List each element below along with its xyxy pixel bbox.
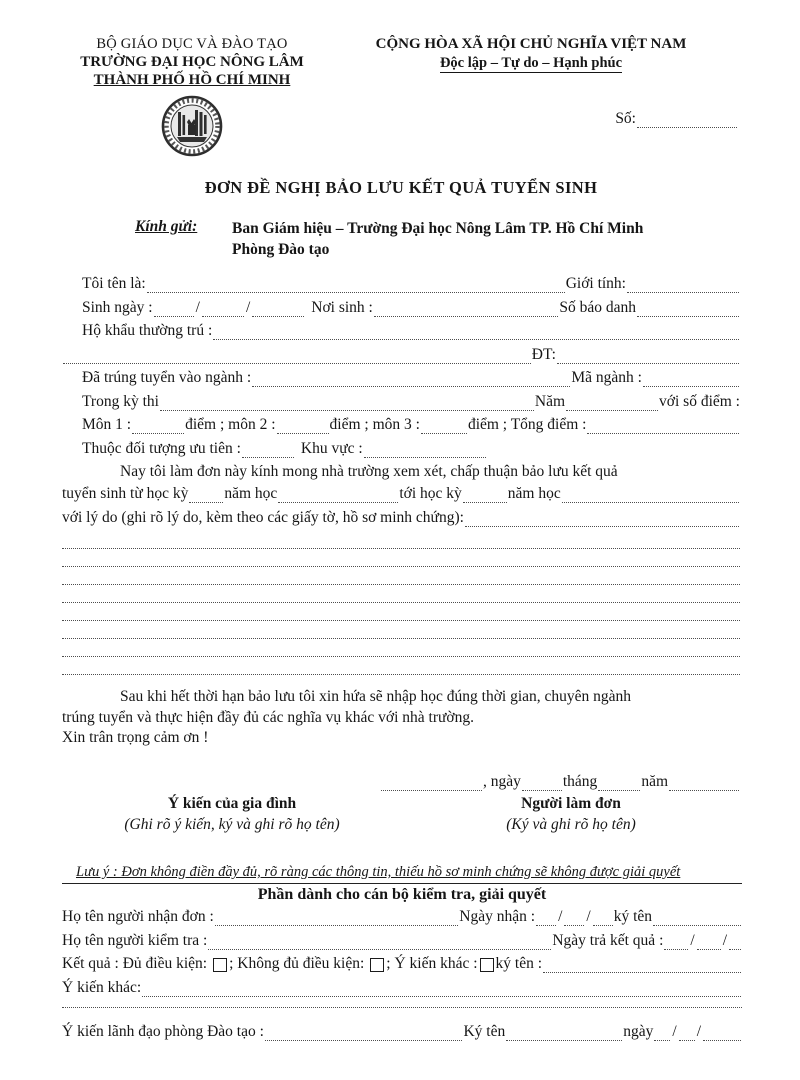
family-signature-block — [62, 793, 402, 835]
phone-field — [557, 351, 739, 364]
leader-date-label: ngày — [623, 1022, 654, 1040]
major-field — [252, 374, 570, 387]
pob-label: Nơi sinh : — [311, 298, 373, 316]
reason-row — [62, 508, 740, 527]
applicant-signature-block — [402, 793, 740, 835]
slash: / — [722, 931, 727, 949]
document-number-field — [637, 115, 737, 128]
receiver-label: Họ tên người nhận đơn : — [62, 908, 214, 925]
pob-field — [374, 304, 559, 317]
return-year-field — [729, 937, 741, 950]
exam-field — [160, 398, 534, 411]
request-section — [62, 462, 740, 675]
major-code-label: Mã ngành : — [571, 369, 642, 386]
other-opinion-checkbox — [480, 958, 494, 972]
phone-row — [62, 345, 740, 364]
signature-section — [62, 793, 740, 835]
reason-label: với lý do (ghi rõ lý do, kèm theo các giấy tờ, hồ sơ minh chứng): — [62, 508, 464, 526]
semester-from-field — [189, 490, 223, 503]
subject3-label: điểm ; môn 3 : — [329, 416, 420, 433]
request-text-1: Nay tôi làm đơn này kính mong nhà trường xem xét, chấp thuận bảo lưu kết quả — [120, 463, 618, 480]
return-date-label: Ngày trả kết quả : — [552, 931, 664, 949]
address-field — [213, 327, 739, 340]
semester-to-label: tới học kỳ — [399, 485, 462, 502]
promise-line-1: Sau khi hết thời hạn bảo lưu tôi xin hứa sẽ nhập học đúng thời gian, chuyên ngành — [120, 688, 632, 705]
candidate-no-label: Số báo danh — [559, 298, 636, 316]
reason-field — [465, 514, 739, 527]
receive-month-field — [564, 913, 584, 926]
semester-to-field — [463, 490, 507, 503]
family-signature-note: (Ghi rõ ý kiến, ký và ghi rõ họ tên) — [124, 815, 340, 833]
other-opinion-label: Ý kiến khác: — [62, 978, 142, 996]
phone-label: ĐT: — [531, 345, 556, 363]
leader-year-field — [703, 1028, 741, 1041]
day-label: , ngày — [482, 772, 521, 790]
not-eligible-checkbox — [370, 958, 384, 972]
receive-day-field — [536, 913, 556, 926]
admin-section-title: Phần dành cho cán bộ kiểm tra, giải quyết — [257, 886, 547, 903]
priority-field — [242, 445, 294, 458]
region-field — [364, 445, 486, 458]
schoolyear1-field — [278, 490, 398, 503]
ministry-name: BỘ GIÁO DỤC VÀ ĐÀO TẠO — [96, 36, 288, 52]
slash: / — [195, 298, 200, 316]
address-label: Hộ khẩu thường trú : — [82, 322, 213, 339]
receiver-sign-label: ký tên — [613, 908, 652, 925]
admin-section — [62, 864, 742, 1045]
schoolyear2-label: năm học — [507, 485, 561, 502]
applicant-signature-note: (Ký và ghi rõ họ tên) — [506, 815, 636, 833]
subject2-score-field — [277, 421, 329, 434]
gender-label: Giới tính: — [565, 275, 626, 292]
major-code-field — [643, 374, 739, 387]
dob-month-field — [202, 304, 244, 317]
leader-row — [62, 1022, 742, 1041]
return-day-field — [664, 937, 688, 950]
receive-date-label: Ngày nhận : — [459, 908, 536, 925]
day-field — [522, 778, 562, 791]
recipient-names — [232, 218, 643, 260]
checker-label: Họ tên người kiểm tra : — [62, 931, 208, 949]
birth-row — [82, 298, 740, 317]
leader-sign-field — [506, 1028, 622, 1041]
month-field — [598, 778, 640, 791]
result-sign-field — [543, 960, 741, 973]
return-month-field — [697, 937, 721, 950]
eligible-checkbox — [213, 958, 227, 972]
blank-line — [62, 531, 740, 549]
university-name: TRƯỜNG ĐẠI HỌC NÔNG LÂM — [80, 54, 304, 70]
major-label: Đã trúng tuyển vào ngành : — [82, 369, 252, 386]
blank-line — [62, 549, 740, 567]
result-row — [62, 954, 742, 973]
total-score-label: điểm ; Tổng điểm : — [467, 416, 587, 433]
slash: / — [690, 931, 695, 949]
receiver-sign-field — [653, 913, 741, 926]
leader-day-field — [654, 1028, 670, 1041]
applicant-signature-title: Người làm đơn — [521, 794, 621, 812]
personal-info-section — [82, 274, 740, 458]
receiver-row — [62, 907, 742, 926]
result-other-label: ; Ý kiến khác : — [386, 955, 478, 972]
major-row — [82, 368, 740, 387]
other-opinion-blank-line — [62, 1006, 742, 1008]
recipient-line-2: Phòng Đào tạo — [232, 241, 330, 258]
address-field-2 — [63, 351, 531, 364]
other-opinion-field — [142, 984, 741, 997]
blank-line — [62, 603, 740, 621]
result-sign-label: ký tên : — [495, 955, 543, 972]
address-row — [82, 321, 740, 340]
thanks-line: Xin trân trọng cảm ơn ! — [62, 729, 209, 746]
checker-name-field — [208, 937, 551, 950]
recipient-block — [135, 218, 740, 260]
total-score-field — [587, 421, 739, 434]
blank-line — [62, 621, 740, 639]
exam-year-field — [566, 398, 658, 411]
checker-row — [62, 931, 742, 950]
leader-month-field — [679, 1028, 695, 1041]
semester-from-label: tuyển sinh từ học kỳ — [62, 485, 189, 502]
month-label: tháng — [562, 772, 598, 790]
priority-label: Thuộc đối tượng ưu tiên : — [82, 439, 241, 457]
slash: / — [586, 908, 591, 925]
leader-sign-label: Ký tên — [463, 1022, 506, 1040]
promise-section — [62, 687, 740, 749]
document-number-label: Số: — [615, 110, 636, 127]
blank-line — [62, 567, 740, 585]
blank-line — [62, 639, 740, 657]
warning-line — [62, 864, 742, 884]
blank-line — [62, 585, 740, 603]
dob-year-field — [252, 304, 304, 317]
candidate-no-field — [637, 304, 739, 317]
receiver-name-field — [215, 913, 459, 926]
document-title: ĐƠN ĐỀ NGHỊ BẢO LƯU KẾT QUẢ TUYỂN SINH — [204, 178, 598, 197]
university-seal-icon — [161, 95, 223, 157]
reason-blank-lines — [62, 531, 740, 675]
exam-year-label: Năm — [534, 392, 566, 410]
schoolyear1-label: năm học — [224, 485, 278, 502]
region-label: Khu vực : — [300, 439, 363, 457]
slash: / — [558, 908, 563, 925]
dob-label: Sinh ngày : — [82, 298, 153, 316]
year-field — [669, 778, 739, 791]
warning-text: Lưu ý : Đơn không điền đầy đủ, rõ ràng các thông tin, thiếu hồ sơ minh chứng sẽ không được giải quyết — [76, 864, 681, 880]
schoolyear2-field — [562, 490, 739, 503]
subject1-score-field — [132, 421, 184, 434]
leader-label: Ý kiến lãnh đạo phòng Đào tạo : — [62, 1022, 264, 1040]
subjects-row — [82, 415, 740, 434]
promise-line-2: trúng tuyển và thực hiện đầy đủ các nghĩa vụ khác với nhà trường. — [62, 708, 474, 726]
recipient-label: Kính gửi: — [135, 218, 198, 235]
university-city: THÀNH PHỐ HỒ CHÍ MINH — [93, 72, 291, 88]
subject1-label: Môn 1 : — [82, 416, 132, 433]
national-motto: Độc lập – Tự do – Hạnh phúc — [439, 55, 623, 71]
national-header-block — [322, 36, 740, 162]
date-line — [62, 773, 740, 791]
result-fail-label: ; Không đủ điều kiện: — [229, 955, 365, 972]
other-opinion-row — [62, 978, 742, 997]
place-field — [381, 778, 482, 791]
document-header — [62, 36, 740, 162]
request-line-1 — [62, 462, 740, 481]
recipient-line-1: Ban Giám hiệu – Trường Đại học Nông Lâm TP. Hồ Chí Minh — [232, 220, 644, 237]
slash: / — [696, 1022, 701, 1040]
subject2-label: điểm ; môn 2 : — [185, 416, 276, 433]
exam-row — [82, 392, 740, 411]
slash: / — [245, 298, 251, 316]
exam-label: Trong kỳ thi — [82, 392, 159, 410]
priority-row — [82, 439, 740, 458]
gender-field — [627, 280, 739, 293]
slash: / — [672, 1022, 677, 1040]
issuer-block — [62, 36, 322, 162]
document-number-line — [322, 110, 740, 128]
name-row — [82, 274, 740, 293]
blank-line — [62, 657, 740, 675]
family-signature-title: Ý kiến của gia đình — [167, 794, 297, 812]
logo-wrap — [62, 95, 322, 162]
name-label: Tôi tên là: — [82, 275, 146, 292]
result-label: Kết quả : Đủ điều kiện: — [62, 955, 208, 972]
leader-opinion-field — [265, 1028, 463, 1041]
receive-year-field — [593, 913, 613, 926]
name-field — [147, 280, 565, 293]
national-title: CỘNG HÒA XÃ HỘI CHỦ NGHĨA VIỆT NAM — [375, 36, 687, 52]
subject3-score-field — [421, 421, 467, 434]
dob-day-field — [154, 304, 194, 317]
year-label: năm — [641, 772, 668, 790]
request-line-2 — [62, 484, 740, 503]
score-label: với số điểm : — [659, 392, 740, 410]
